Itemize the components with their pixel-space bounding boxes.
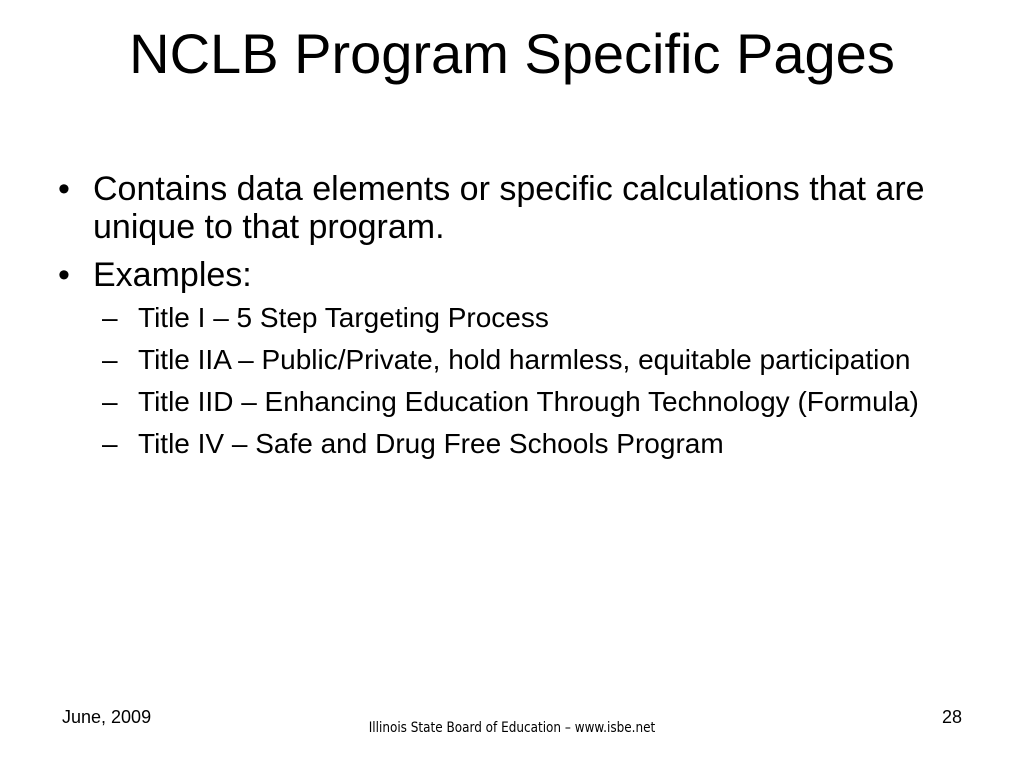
dash-marker: –: [102, 386, 118, 417]
sub-bullet-item: [58, 428, 958, 460]
dash-marker: –: [102, 428, 118, 459]
sub-bullet-text: Title IIA – Public/Private, hold harmless, equitable participation: [138, 344, 911, 375]
sub-bullet-text: Title IID – Enhancing Education Through Technology (Formula): [138, 386, 919, 417]
sub-bullet-list: [58, 302, 958, 460]
slide-body: [58, 170, 958, 470]
sub-bullet-text: Title I – 5 Step Targeting Process: [138, 302, 549, 333]
bullet-marker: •: [58, 170, 70, 208]
sub-bullet-item: [58, 386, 958, 418]
footer-organization: Illinois State Board of Education – www.isbe.net: [368, 720, 656, 736]
slide-title: NCLB Program Specific Pages: [129, 22, 895, 85]
dash-marker: –: [102, 344, 118, 375]
sub-bullet-item: [58, 302, 958, 334]
sub-bullet-text: Title IV – Safe and Drug Free Schools Program: [138, 428, 724, 459]
dash-marker: –: [102, 302, 118, 333]
bullet-marker: •: [58, 256, 70, 294]
footer-date: June, 2009: [62, 707, 152, 727]
sub-bullet-item: [58, 344, 958, 376]
bullet-text: Examples:: [93, 256, 252, 294]
bullet-item: [58, 256, 958, 294]
bullet-item: [58, 170, 958, 246]
slide-number: 28: [941, 707, 962, 727]
bullet-text: Contains data elements or specific calculations that are unique to that program.: [93, 170, 925, 246]
